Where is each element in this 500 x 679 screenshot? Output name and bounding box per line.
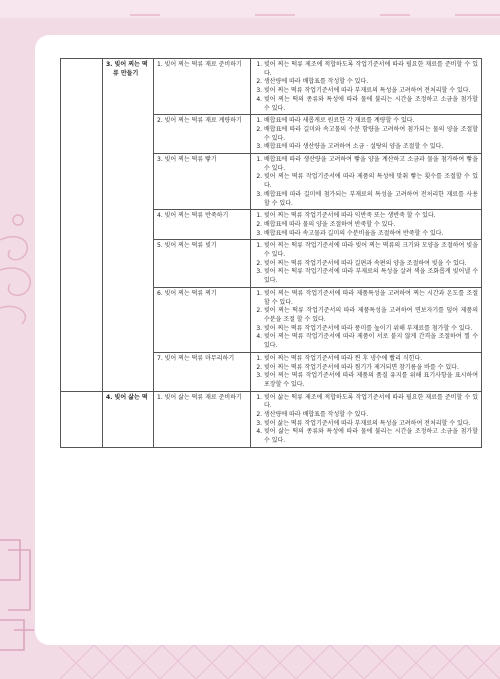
element-name: 4. 빚어 찌는 떡류 반죽하기 [157,212,229,220]
criteria-cell [251,59,482,115]
decorative-dash [255,14,295,16]
blank-category-cell [61,59,103,392]
table-row [61,59,482,115]
unit-name: 3. 빚어 찌는 떡류 만들기 [106,61,148,77]
criteria-item: 2. 생산량에 따라 배합표를 작성할 수 있다. [264,411,478,420]
lattice-ornament-bottom-left [0,520,40,679]
criteria-item: 1. 배합표에 따라 새롭게로 원료한 각 재료를 계량할 수 있다. [264,117,478,126]
blank-category-cell [61,391,103,447]
criteria-list [254,290,478,351]
element-name-cell [154,240,251,288]
criteria-cell [251,240,482,288]
criteria-list [254,212,478,238]
criteria-cell [251,115,482,154]
diamond-pattern-bottom [60,645,500,679]
curriculum-table [60,58,482,448]
element-name: 6. 빚어 찌는 떡류 찌기 [157,289,217,297]
criteria-item: 1. 빚어 찌는 떡류 작업기준서에 따라 익반죽 또는 생반죽 할 수 있다. [264,212,478,221]
criteria-item: 2. 빚어 찌는 떡류 작업기준서에 따라 찜기가 제거되면 참기름을 바를 수 있다. [264,364,478,373]
criteria-cell [251,287,482,352]
criteria-item: 1. 빚어 찌는 떡류 작업기준서에 따라 제품특성을 고려하여 찌는 시간과 온도를 조절할 수 있다. [264,290,478,307]
element-name: 7. 빚어 찌는 떡류 마무리하기 [157,354,235,362]
criteria-item: 1. 빚어 찌는 떡류 작업기준서에 따라 찐 후 냉수에 빨리 식힌다. [264,355,478,364]
criteria-list [254,242,478,286]
element-name-cell [154,287,251,352]
decorative-dash [380,14,410,16]
element-name: 1. 빚어 삶는 떡류 재료 준비하기 [157,393,242,401]
element-name-cell [154,391,251,447]
element-name-cell [154,115,251,154]
element-name: 1. 빚어 찌는 떡류 재료 준비하기 [157,61,242,68]
criteria-item: 3. 배합표에 따라 길미에 첨가되는 부재료의 특성을 고려하여 전처리한 재료를 사용할 수 있다. [264,191,478,208]
element-name: 3. 빚어 찌는 떡류 빻기 [157,156,217,164]
criteria-item: 2. 배합표에 따라 길미와 속고물의 수분 함량을 고려하여 첨가되는 물의 양을 조절할 수 있다. [264,126,478,143]
criteria-item: 1. 빚어 찌는 떡류 작업기준서에 따라 빚어 찌는 떡류의 크기와 모양을 조절하여 빚을 수 있다. [264,242,478,259]
table-row [61,391,482,447]
top-decorative-band [0,0,500,18]
criteria-item: 3. 배합표에 따라 속고물과 길미의 수분비율을 조절하여 반죽할 수 있다. [264,230,478,239]
criteria-item: 3. 빚어 삶는 떡류 작업기준서에 따라 부재료의 특성을 고려하여 전처리할 수 있다. [264,420,478,429]
criteria-item: 2. 빚어 찌는 떡류 작업기준서에 따라 제품의 특성에 맞춰 빻는 횟수를 조절할 수 있다. [264,173,478,190]
criteria-item: 2. 생산량에 따라 배합표를 작성할 수 있다. [264,78,478,87]
element-name-cell [154,154,251,210]
criteria-list [254,394,478,446]
criteria-item: 4. 빚어 삶는 떡의 종류와 특성에 따라 물에 불리는 시간을 조정하고 소금을 첨가할 수 있다. [264,428,478,445]
criteria-list [254,355,478,390]
element-name-cell [154,59,251,115]
element-name-cell [154,352,251,391]
decorative-dash [130,14,160,16]
criteria-list [254,117,478,152]
unit-name-cell [103,391,154,447]
criteria-item: 2. 빚어 찌는 떡류 작업기준서에 따라 길편과 속편의 양을 조절하여 빚을 수 있다. [264,260,478,269]
criteria-item: 3. 빚어 찌는 떡류 작업기준서에 따라 제품의 품질 유지를 위해 표기사항을 표시하여 포장할 수 있다. [264,372,478,389]
element-name: 2. 빚어 찌는 떡류 재료 계량하기 [157,117,242,125]
criteria-item: 2. 빚어 찌는 떡류 작업기준서의 따라 제품특성을 고려하여 면보자기를 덮어 제품의 수분을 조절 할 수 있다. [264,307,478,324]
element-name-cell [154,210,251,240]
criteria-item: 2. 배합표에 따라 물의 양을 조절하여 반죽할 수 있다. [264,221,478,230]
criteria-cell [251,154,482,210]
criteria-item: 4. 빚어 찌는 떡의 종류와 특성에 따라 물에 불리는 시간을 조정하고 소금을 첨가할 수 있다. [264,96,478,113]
criteria-item: 3. 빚어 찌는 떡류 작업기준서에 따라 부재료의 특성을 고려하여 전처리할 수 있다. [264,87,478,96]
criteria-list [254,156,478,208]
unit-name-cell [103,59,154,392]
criteria-item: 3. 빚어 찌는 떡류 작업기준서에 따라 부재료의 특성을 살려 색을 조화롭게 빚어낼 수 있다. [264,268,478,285]
unit-name: 4. 빚어 삶는 떡 [106,393,148,401]
criteria-item: 4. 빚어 찌는 떡류 작업기준서에 따라 제품이 서로 붙지 않게 간격을 조절하여 찔 수 있다. [264,333,478,350]
decorative-dash [455,14,500,16]
criteria-item: 3. 빚어 찌는 떡류 작업기준서에 따라 풍미를 높이기 위해 부재료를 첨가할 수 있다. [264,325,478,334]
element-name: 5. 빚어 찌는 떡류 빚기 [157,242,217,250]
criteria-list [254,61,478,113]
criteria-cell [251,352,482,391]
criteria-item: 3. 배합표에 따라 생산량을 고려하여 소금 · 설탕의 양을 조절할 수 있다. [264,143,478,152]
criteria-cell [251,391,482,447]
criteria-item: 1. 배합표에 따라 생산량을 고려하여 빻을 양을 계산하고 소금과 물을 첨가하여 빻을 수 있다. [264,156,478,173]
criteria-item: 1. 빚어 삶는 떡류 제조에 적합하도록 작업기준서에 따라 필요한 재료를 준비할 수 있다. [264,394,478,411]
criteria-item: 1. 빚어 찌는 떡류 제조에 적합하도록 작업기준서에 따라 필요한 재료를 준비할 수 있다. [264,61,478,78]
cloud-ornament-left [0,200,40,350]
criteria-cell [251,210,482,240]
